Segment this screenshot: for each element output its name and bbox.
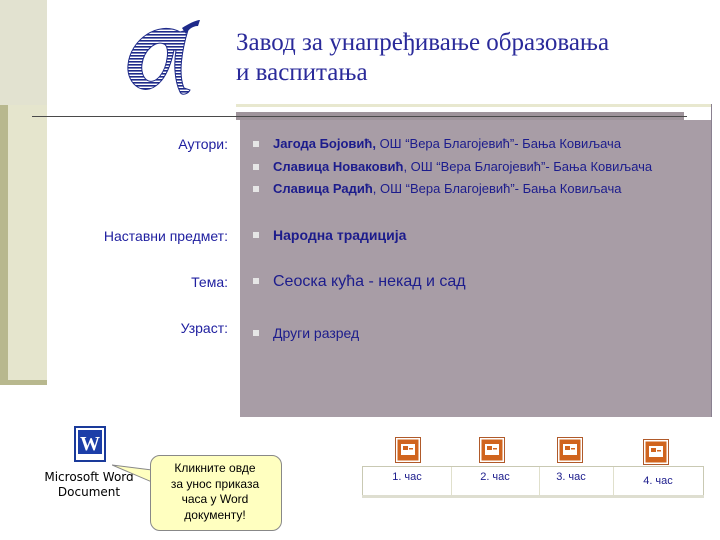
title-line-1: Завод за унапређивање образовања [236,29,610,56]
bullet-icon [253,330,259,336]
author-school: ОШ “Вера Благојевић”- Бања Ковиљача [375,136,622,151]
decor-stripe-left [0,105,8,385]
author-item [253,159,720,174]
period-cell-3[interactable] [539,467,603,497]
author-item [253,136,720,151]
period-label: 2. час [480,471,510,483]
alpha-logo-icon [118,10,208,100]
callout-text [150,461,280,523]
page-title [236,28,696,88]
decor-stripe-top [0,0,47,105]
period-label: 4. час [643,475,673,487]
label-subject: Наставни предмет: [103,228,228,244]
divider-cream [236,104,711,107]
callout-line: документу! [184,507,246,522]
subject-item [253,227,720,243]
age-item [253,325,720,341]
svg-text:W: W [80,433,100,455]
divider-line [32,116,687,117]
bullet-icon [253,164,259,170]
author-school: , ОШ “Вера Благојевић”- Бања Ковиљача [372,181,622,196]
word-document-icon[interactable] [74,426,106,462]
table-bottom-border [362,495,704,498]
period-cell-1[interactable] [363,467,451,497]
author-name: Славица Радић [273,181,373,196]
word-label-line-1: Microsoft Word [44,470,134,484]
period-label: 1. час [392,471,422,483]
callout-tail [112,464,152,486]
callout-line: часа у Word [181,492,249,506]
period-label: 3. час [556,471,586,483]
topic-item [253,273,720,291]
word-label-line-2: Document [57,485,121,499]
topic-value: Сеоска кућа - некад и сад [273,273,466,290]
title-line-2: и васпитања [236,59,368,86]
periods-table [362,466,704,498]
presentation-icon[interactable] [479,437,505,463]
author-name: Јагода Бојовић, [273,136,376,151]
author-name: Славица Новаковић [273,159,404,174]
age-value: Други разред [273,325,360,341]
presentation-icon[interactable] [557,437,583,463]
presentation-icon[interactable] [395,437,421,463]
callout-line: Кликните овде [174,461,256,475]
bullet-icon [253,141,259,147]
label-authors: Аутори: [178,136,228,152]
bullet-icon [253,186,259,192]
bullet-icon [253,232,259,238]
bullet-icon [253,278,259,284]
presentation-icon[interactable] [643,439,669,465]
author-school: , ОШ “Вера Благојевић”- Бања Ковиљача [403,159,653,174]
callout-line: за унос приказа [170,476,260,491]
author-item [253,181,720,196]
decor-stripe-mid [8,105,47,385]
period-cell-4[interactable] [613,467,703,497]
subject-value: Народна традиција [273,227,407,243]
label-topic: Тема: [191,274,228,290]
decor-stripe-bottom [0,380,47,385]
period-cell-2[interactable] [451,467,539,497]
label-age: Узраст: [180,320,228,336]
